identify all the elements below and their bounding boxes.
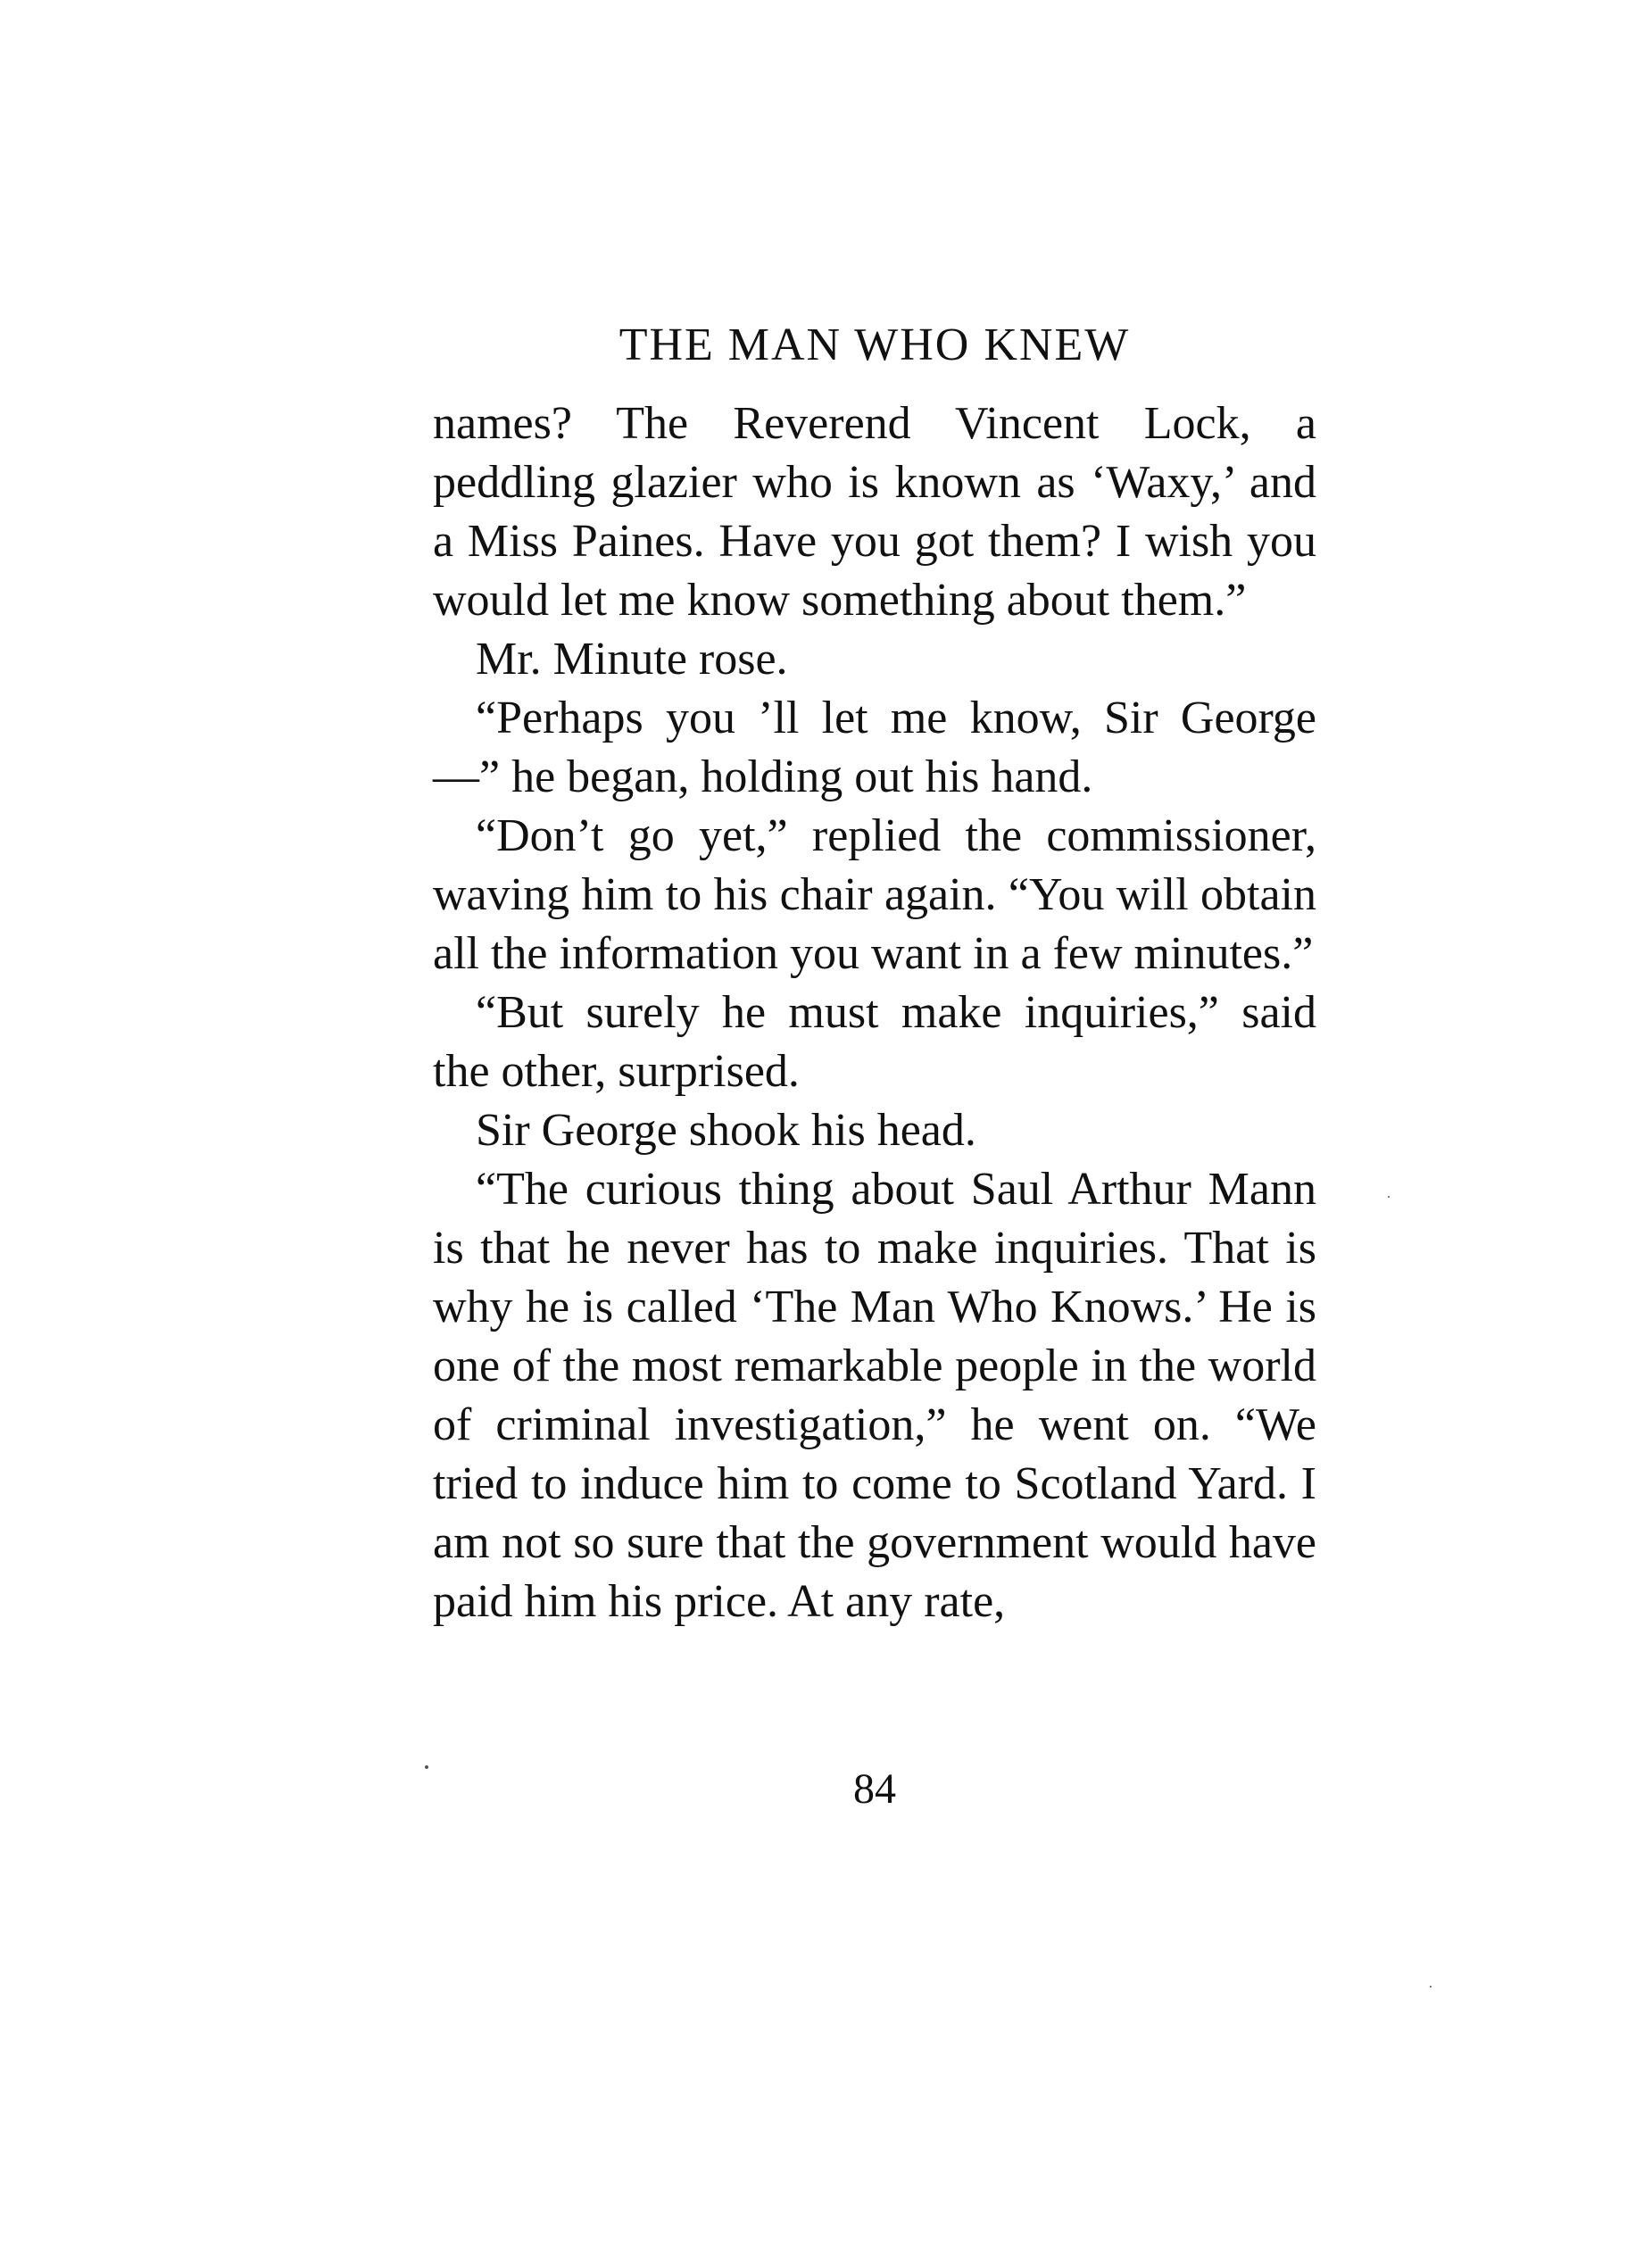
scan-speck [425,1765,428,1769]
paragraph: “Don’t go yet,” replied the commissioner, waving him to his chair again. “You will obtain all the information you want in a few minutes.” [433,810,1316,979]
scan-speck [1388,1196,1390,1198]
paragraph: Mr. Minute rose. [476,634,788,685]
page-number: 84 [853,1765,896,1813]
paragraph: names? The Reverend Vincent Lock, a peddling glazier who is known as ‘Waxy,’ and a Miss Paines. Have you got them? I wish you would let me know something about them.” [433,398,1316,626]
paragraph: Sir George shook his head. [476,1105,976,1156]
paragraph: “The curious thing about Saul Arthur Mann is that he never has to make inquiries. That is why he is called ‘The Man Who Knows.’ He is one of the most remarkable people in the world of criminal investigation,” he went on. “We tried to induce him to come to Scotland Yard. I am not so sure that the government would have paid him his price. At any rate, [433,1164,1316,1627]
paragraph: “Perhaps you ’ll let me know, Sir George —” he began, holding out his hand. [433,693,1316,802]
paragraph: “But surely he must make inquiries,” said the other, surprised. [433,987,1316,1097]
running-head: THE MAN WHO KNEW [618,320,1131,370]
body-text [433,394,1316,1631]
scan-speck [1430,1986,1432,1988]
